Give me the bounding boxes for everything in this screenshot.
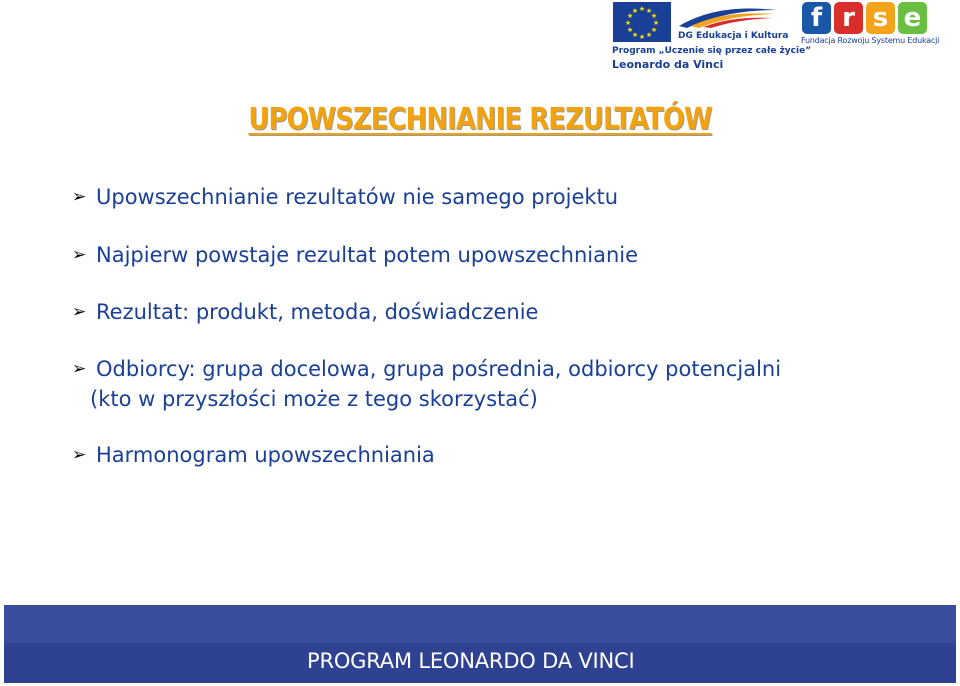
slide-title: UPOWSZECHNIANIE REZULTATÓW (248, 102, 712, 137)
svg-text:★: ★ (626, 26, 634, 34)
bullet-item (72, 297, 538, 327)
frse-letter-r: r (834, 2, 863, 34)
svg-text:★: ★ (650, 26, 658, 34)
svg-text:★: ★ (645, 31, 653, 39)
bullet-text: Odbiorcy: grupa docelowa, grupa pośrednia, odbiorcy potencjalni (96, 357, 782, 381)
svg-text:★: ★ (631, 31, 639, 39)
frse-letter-e: e (898, 2, 927, 34)
eu-stars (613, 2, 671, 42)
program-label: Program „Uczenie się przez całe życie” (612, 46, 812, 56)
bullet-text: Upowszechnianie rezultatów nie samego projektu (96, 185, 619, 209)
frse-letter-s: s (866, 2, 895, 34)
svg-text:★: ★ (645, 7, 653, 15)
arrow-bullet-icon: ➢ (72, 245, 87, 265)
svg-text:★: ★ (652, 19, 660, 27)
bullet-text: Najpierw powstaje rezultat potem upowszechnianie (96, 243, 639, 267)
bullet-item (72, 440, 435, 470)
frse-letters (802, 2, 927, 34)
eu-flag-icon (613, 2, 671, 42)
dg-label: DG Edukacja i Kultura (678, 31, 789, 41)
arrow-bullet-icon: ➢ (72, 445, 87, 465)
svg-text:★: ★ (638, 33, 646, 41)
bullet-item (72, 182, 618, 212)
bullet-text: Rezultat: produkt, metoda, doświadczenie (96, 300, 539, 324)
footer-program-label: PROGRAM LEONARDO DA VINCI (307, 649, 635, 673)
frse-logo (799, 2, 940, 48)
svg-text:★: ★ (638, 5, 646, 13)
svg-text:★: ★ (626, 12, 634, 20)
frse-letter-f: f (802, 2, 831, 34)
frse-caption: Fundacja Rozwoju Systemu Edukacji (801, 36, 940, 45)
arrow-bullet-icon: ➢ (72, 302, 87, 322)
leonardo-label: Leonardo da Vinci (612, 58, 724, 71)
bullet-text: Harmonogram upowszechniania (96, 443, 435, 467)
arrow-bullet-icon: ➢ (72, 359, 87, 379)
svg-text:★: ★ (624, 19, 632, 27)
svg-text:★: ★ (650, 12, 658, 20)
eu-leonardo-logo (611, 2, 812, 72)
bullet-item (72, 354, 781, 414)
bullet-item (72, 240, 638, 270)
arrow-bullet-icon: ➢ (72, 187, 87, 207)
footer-bar-top (4, 605, 956, 643)
bullet-continuation: (kto w przyszłości może z tego skorzystać) (90, 387, 538, 411)
leonardo-swoosh-icon (677, 4, 781, 30)
svg-text:★: ★ (631, 7, 639, 15)
